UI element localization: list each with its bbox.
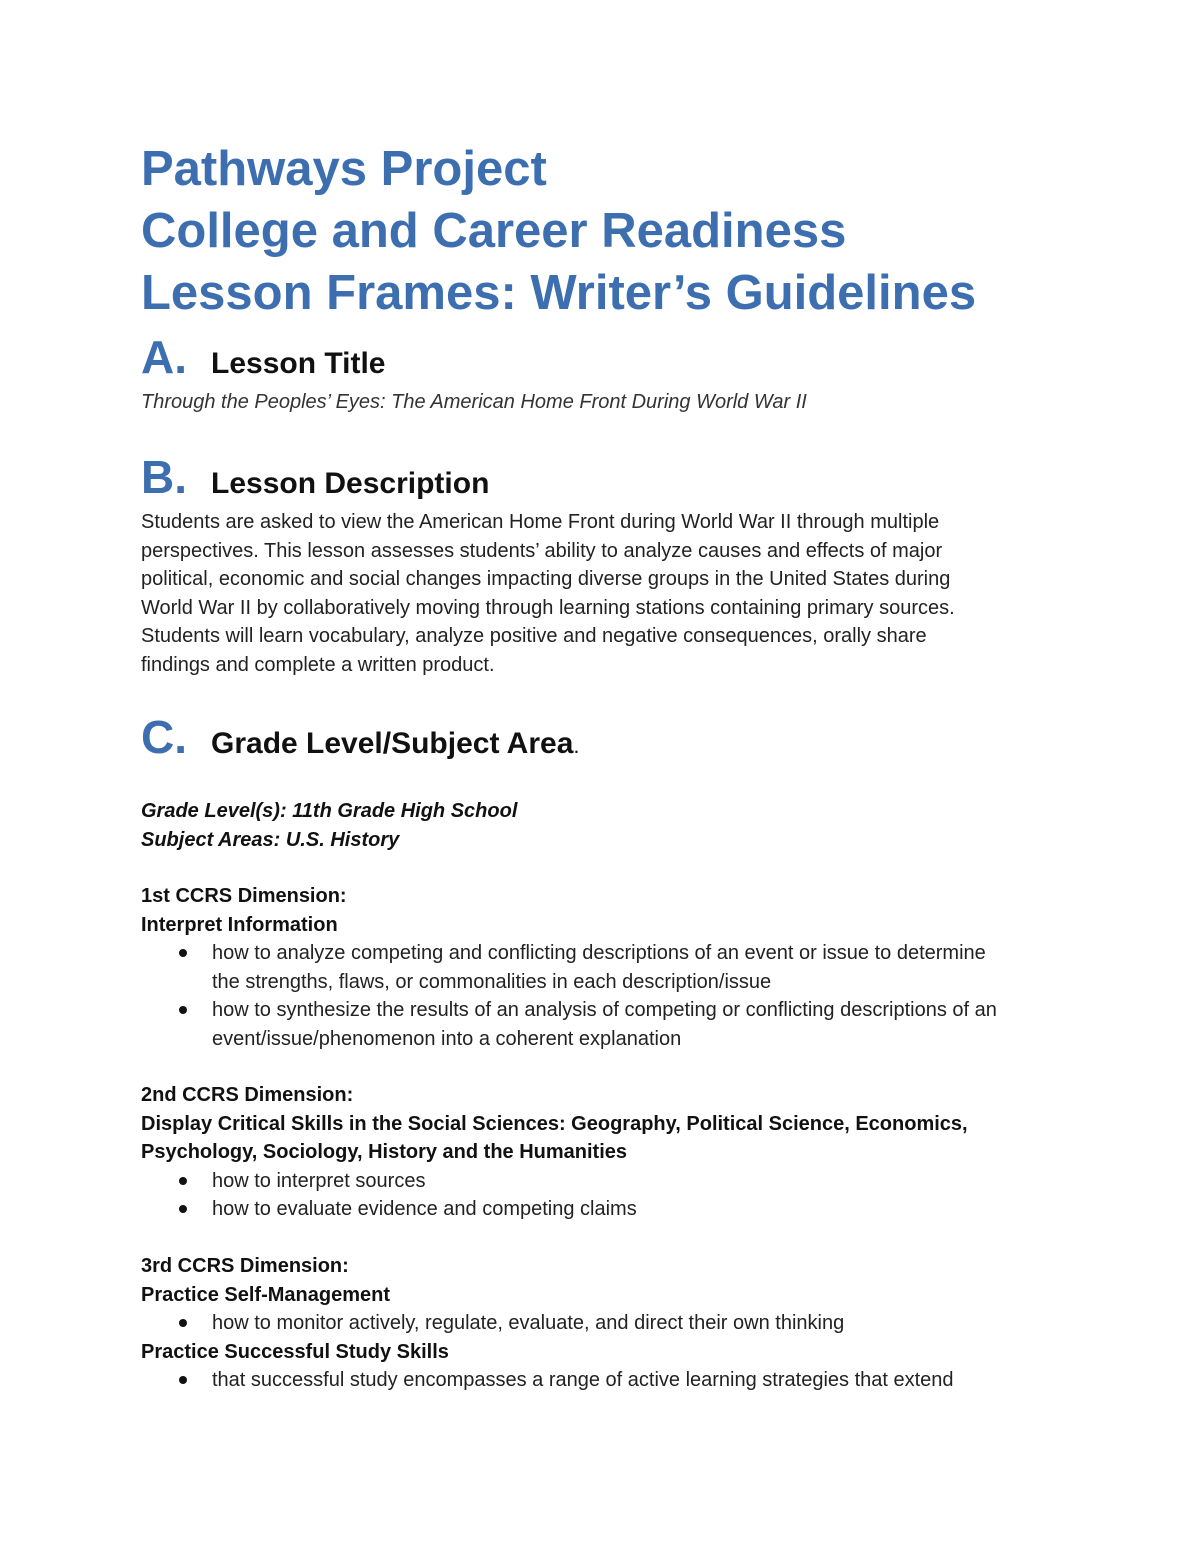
list-item [141, 1309, 954, 1338]
section-c-title-dot: . [573, 733, 580, 758]
bullet-icon [179, 1205, 187, 1213]
dimension-2-name: Display Critical Skills in the Social Sciences: Geography, Political Science, Economics, [141, 1112, 968, 1135]
title-line-2: College and Career Readiness [141, 204, 847, 258]
dimension-3-bullets-2 [141, 1366, 954, 1395]
bullet-icon [179, 1177, 187, 1185]
bullet-icon [179, 1319, 187, 1327]
dimension-3-name: Practice Self-Management [141, 1283, 390, 1306]
list-item [141, 1366, 954, 1395]
lesson-description [141, 508, 955, 680]
list-item-continuation [141, 968, 997, 997]
description-line: political, economic and social changes impacting diverse groups in the United States during [141, 568, 951, 591]
section-b-heading [141, 450, 489, 504]
dimension-2-name-continued: Psychology, Sociology, History and the Humanities [141, 1141, 628, 1164]
list-item-text: how to monitor actively, regulate, evaluate, and direct their own thinking [212, 1312, 845, 1335]
section-c-letter: C. [141, 711, 187, 763]
dimension-1-bullets [141, 939, 997, 1053]
section-a-title: Lesson Title [211, 347, 386, 380]
section-c-title: Grade Level/Subject Area [211, 727, 574, 760]
dimension-3-bullets [141, 1309, 954, 1338]
ccrs-dimension-3 [141, 1252, 954, 1395]
document-title [141, 138, 976, 324]
dimension-2-bullets [141, 1167, 968, 1224]
description-line: World War II by collaboratively moving through learning stations containing primary sources. [141, 596, 955, 619]
title-line-1: Pathways Project [141, 142, 547, 196]
list-item-continuation [141, 1025, 997, 1054]
ccrs-dimension-2 [141, 1081, 968, 1224]
list-item-text: that successful study encompasses a range of active learning strategies that extend [212, 1369, 954, 1392]
description-line: Students are asked to view the American Home Front during World War II through multiple [141, 511, 940, 533]
list-item [141, 1167, 968, 1196]
section-c-heading [141, 710, 580, 764]
dimension-2-label: 2nd CCRS Dimension: [141, 1084, 354, 1106]
dimension-3-label: 3rd CCRS Dimension: [141, 1255, 349, 1277]
ccrs-dimension-1 [141, 882, 997, 1054]
dimension-3-name-2: Practice Successful Study Skills [141, 1340, 449, 1363]
description-line: findings and complete a written product. [141, 653, 495, 676]
bullet-icon [179, 949, 187, 957]
description-line: perspectives. This lesson assesses students’ ability to analyze causes and effects of major [141, 539, 943, 562]
list-item-text: the strengths, flaws, or commonalities in each description/issue [212, 970, 772, 993]
list-item-text: event/issue/phenomenon into a coherent explanation [212, 1027, 682, 1050]
bullet-icon [179, 1006, 187, 1014]
list-item [141, 1195, 968, 1224]
section-b-title: Lesson Description [211, 467, 490, 500]
lesson-title-text: Through the Peoples’ Eyes: The American Home Front During World War II [141, 391, 807, 413]
bullet-icon [179, 1376, 187, 1384]
section-a-heading [141, 330, 386, 384]
list-item-text: how to synthesize the results of an analysis of competing or conflicting descriptions of an [212, 999, 997, 1022]
section-b-letter: B. [141, 451, 187, 503]
description-line: Students will learn vocabulary, analyze positive and negative consequences, orally share [141, 625, 927, 648]
list-item-text: how to evaluate evidence and competing claims [212, 1198, 637, 1221]
dimension-1-label: 1st CCRS Dimension: [141, 885, 347, 907]
title-line-3: Lesson Frames: Writer’s Guidelines [141, 266, 977, 320]
list-item [141, 939, 997, 968]
subject-areas: Subject Areas: U.S. History [141, 828, 400, 851]
list-item-text: how to interpret sources [212, 1169, 426, 1192]
grade-subject-info [141, 797, 517, 854]
list-item-text: how to analyze competing and conflicting descriptions of an event or issue to determine [212, 942, 986, 965]
grade-level: Grade Level(s): 11th Grade High School [141, 800, 518, 822]
dimension-1-name: Interpret Information [141, 913, 338, 936]
list-item [141, 996, 997, 1025]
section-a-letter: A. [141, 331, 187, 383]
